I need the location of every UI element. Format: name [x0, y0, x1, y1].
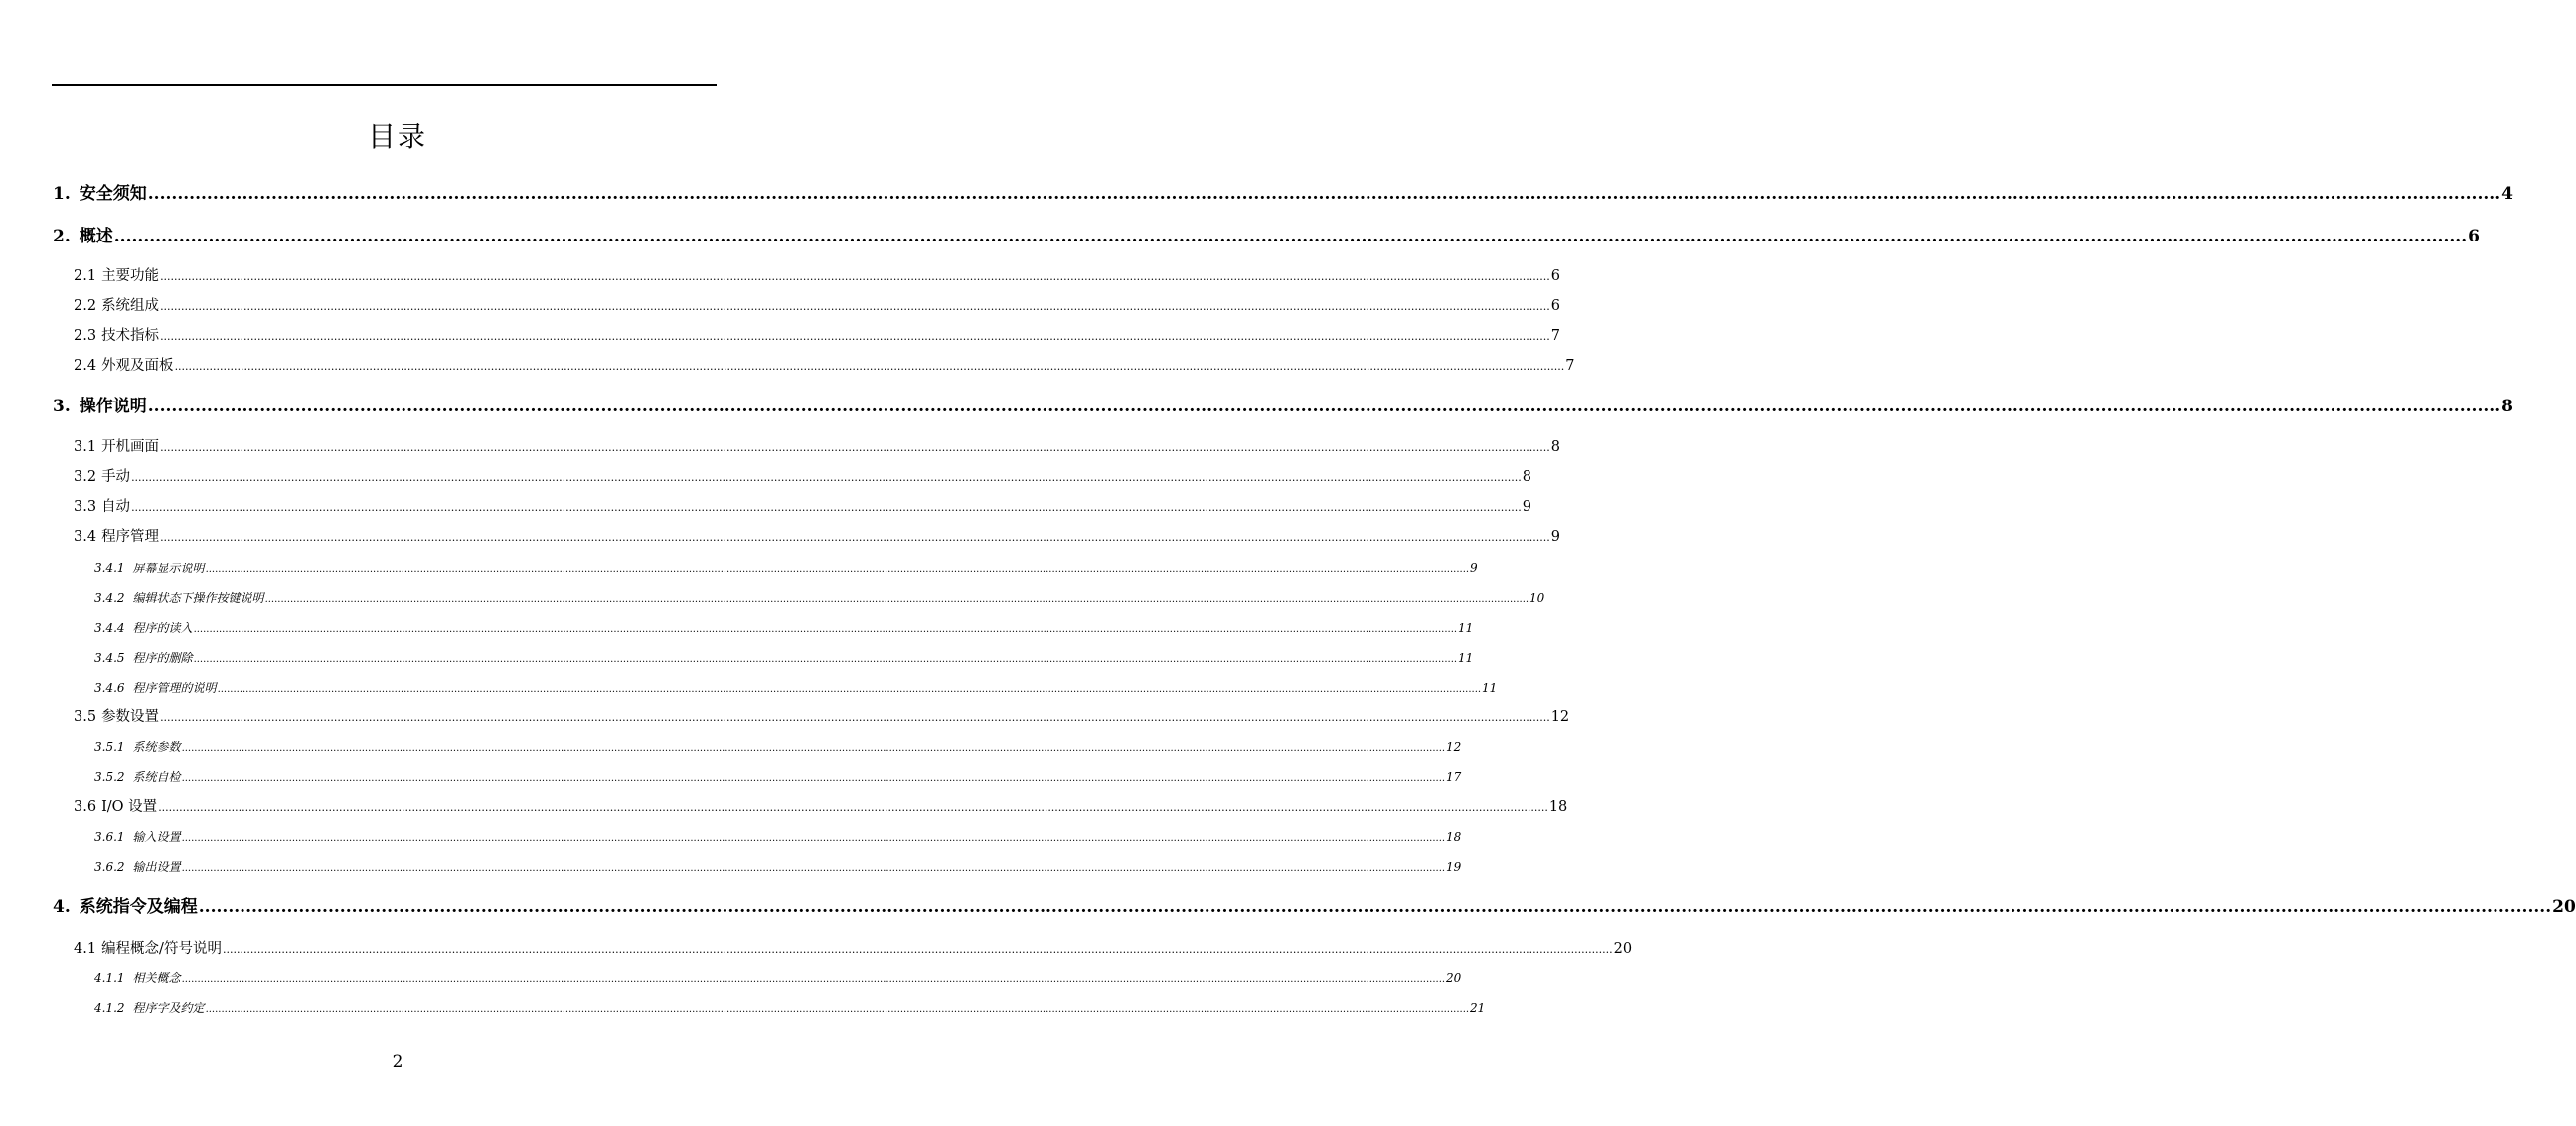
toc-entry-number: 3.4.4 — [94, 621, 125, 635]
toc-entry-page: 4 — [2501, 184, 2513, 204]
toc-dot-leader: ................................................................................................................................................................................................................................................................................................................................................................................................................ — [160, 531, 1550, 544]
toc-entry[interactable] — [74, 437, 1560, 458]
toc-entry-label: 相关概念 — [132, 971, 181, 985]
toc-entry-page: 10 — [1530, 591, 1545, 605]
toc-dot-leader: ................................................................................................................................................................................................................................................................................................................................................................................................................ — [160, 300, 1550, 313]
toc-entry[interactable] — [94, 768, 1462, 788]
toc-entry-number: 4.1.1 — [94, 971, 125, 985]
toc-entry-page: 6 — [1550, 268, 1560, 284]
toc-entry-number: 3.4.1 — [94, 562, 125, 575]
toc-entry-number: 3.4.5 — [94, 651, 125, 665]
toc-entry-page: 9 — [1550, 529, 1560, 545]
toc-entry[interactable] — [74, 797, 1568, 818]
toc-dot-leader: ................................................................................................................................................................................................................................................................................................................................................................................................................ — [131, 501, 1522, 514]
toc-entry-label: 外观及面板 — [101, 358, 174, 374]
toc-entry-label: 程序的读入 — [132, 621, 193, 635]
toc-entry[interactable] — [74, 266, 1560, 287]
toc-dot-leader: ................................................................................................................................................................................................................................................................................................................................................................................................................ — [158, 801, 1548, 814]
toc-entry-label: 程序管理 — [101, 529, 160, 545]
toc-entry-number: 2.3 — [74, 328, 97, 344]
toc-entry-label: 概述 — [79, 227, 113, 246]
toc-dot-leader: ................................................................................................................................................................................................................................................................................................................................................................................................................ — [131, 471, 1522, 484]
toc-entry-label: 自动 — [101, 499, 131, 515]
toc-entry[interactable] — [74, 467, 1531, 488]
toc-entry-number: 3.6.1 — [94, 830, 125, 844]
toc-entry-label: 系统自检 — [132, 770, 181, 784]
toc-entry-label: 技术指标 — [101, 328, 160, 344]
toc-dot-leader: ................................................................................................................................................................................................................................................................................................................................................................................................................ — [147, 184, 2501, 204]
toc-dot-leader: ................................................................................................................................................................................................................................................................................................................................................................................................................ — [181, 974, 1446, 985]
toc-entry-page: 8 — [2501, 397, 2513, 416]
toc-entry-page: 7 — [1565, 358, 1575, 374]
toc-entry-label: 程序字及约定 — [132, 1001, 205, 1015]
toc-dot-leader: ................................................................................................................................................................................................................................................................................................................................................................................................................ — [113, 227, 2468, 246]
toc-entry[interactable] — [94, 619, 1474, 639]
toc-entry[interactable] — [74, 296, 1560, 317]
toc-entry-page: 9 — [1522, 499, 1531, 515]
toc-entry[interactable] — [74, 527, 1560, 548]
toc-dot-leader: ................................................................................................................................................................................................................................................................................................................................................................................................................ — [205, 564, 1470, 575]
toc-dot-leader: ................................................................................................................................................................................................................................................................................................................................................................................................................ — [217, 684, 1482, 695]
toc-dot-leader: ................................................................................................................................................................................................................................................................................................................................................................................................................ — [181, 833, 1446, 844]
toc-dot-leader: ................................................................................................................................................................................................................................................................................................................................................................................................................ — [174, 360, 1565, 373]
toc-entry-number: 3.4.6 — [94, 681, 125, 695]
toc-entry-number: 3.1 — [74, 439, 97, 455]
toc-entry[interactable] — [74, 939, 1633, 960]
toc-dot-leader: ................................................................................................................................................................................................................................................................................................................................................................................................................ — [198, 897, 2552, 917]
toc-entry-number: 3. — [53, 397, 71, 416]
toc-dot-leader: ................................................................................................................................................................................................................................................................................................................................................................................................................ — [181, 773, 1446, 784]
toc-entry-label: 编程概念/符号说明 — [101, 941, 222, 957]
toc-entry-page: 11 — [1458, 651, 1474, 665]
toc-entry[interactable] — [94, 999, 1486, 1019]
toc-entry-label: 参数设置 — [101, 709, 160, 724]
toc-entry-number: 4.1 — [74, 941, 97, 957]
toc-entry-label: 开机画面 — [101, 439, 160, 455]
toc-entry-page: 20 — [1613, 941, 1633, 957]
toc-entry-label: 系统组成 — [101, 298, 160, 314]
toc-entry-page: 18 — [1548, 799, 1568, 815]
toc-dot-leader: ................................................................................................................................................................................................................................................................................................................................................................................................................ — [147, 397, 2501, 416]
toc-entry-page: 19 — [1446, 860, 1462, 874]
toc-dot-leader: ................................................................................................................................................................................................................................................................................................................................................................................................................ — [205, 1004, 1470, 1015]
toc-entry[interactable] — [94, 560, 1478, 579]
toc-entry-number: 3.5 — [74, 709, 97, 724]
toc-entry-number: 3.2 — [74, 469, 97, 485]
toc-entry-page: 21 — [1470, 1001, 1486, 1015]
toc-entry-label: 操作说明 — [79, 397, 147, 416]
toc-entry-label: 程序管理的说明 — [132, 681, 217, 695]
toc-dot-leader: ................................................................................................................................................................................................................................................................................................................................................................................................................ — [160, 270, 1550, 283]
toc-entry-number: 2.1 — [74, 268, 97, 284]
toc-entry-number: 2.2 — [74, 298, 97, 314]
toc-entry-label: 主要功能 — [101, 268, 160, 284]
toc-entry-page: 20 — [2552, 897, 2576, 917]
page-title: 目录 — [367, 120, 427, 153]
toc-entry-page: 8 — [1550, 439, 1560, 455]
toc-entry-page: 9 — [1470, 562, 1478, 575]
page-number: 2 — [392, 1052, 403, 1072]
toc-entry[interactable] — [94, 969, 1462, 989]
toc-entry-number: 3.4 — [74, 529, 97, 545]
toc-entry[interactable] — [94, 649, 1474, 669]
toc-entry[interactable] — [94, 828, 1462, 848]
toc-entry-page: 11 — [1458, 621, 1474, 635]
toc-entry-page: 8 — [1522, 469, 1531, 485]
toc-entry[interactable] — [53, 896, 2576, 918]
toc-dot-leader: ................................................................................................................................................................................................................................................................................................................................................................................................................ — [160, 441, 1550, 454]
toc-dot-leader: ................................................................................................................................................................................................................................................................................................................................................................................................................ — [181, 743, 1446, 754]
toc-entry-label: 系统指令及编程 — [79, 897, 198, 917]
toc-entry-page: 18 — [1446, 830, 1462, 844]
toc-entry-page: 11 — [1482, 681, 1498, 695]
toc-dot-leader: ................................................................................................................................................................................................................................................................................................................................................................................................................ — [264, 594, 1530, 605]
toc-entry-page: 17 — [1446, 770, 1462, 784]
toc-entry[interactable] — [94, 589, 1545, 609]
toc-entry-page: 20 — [1446, 971, 1462, 985]
toc-entry-label: 屏幕显示说明 — [132, 562, 205, 575]
toc-entry-page: 12 — [1550, 709, 1570, 724]
toc-entry-page: 7 — [1550, 328, 1560, 344]
toc-entry-number: 2. — [53, 227, 71, 246]
toc-entry-number: 4.1.2 — [94, 1001, 125, 1015]
toc-entry[interactable] — [94, 679, 1498, 699]
toc-entry-label: 输入设置 — [132, 830, 181, 844]
toc-entry-page: 12 — [1446, 740, 1462, 754]
toc-entry-number: 1. — [53, 184, 71, 204]
toc-entry-number: 3.6.2 — [94, 860, 125, 874]
toc-entry-number: 2.4 — [74, 358, 97, 374]
toc-entry-number: 3.4.2 — [94, 591, 125, 605]
toc-entry[interactable] — [74, 326, 1560, 347]
toc-entry-page: 6 — [1550, 298, 1560, 314]
toc-entry-number: 3.5.2 — [94, 770, 125, 784]
toc-entry-number: 4. — [53, 897, 71, 917]
toc-dot-leader: ................................................................................................................................................................................................................................................................................................................................................................................................................ — [222, 943, 1613, 956]
toc-entry-label: 输出设置 — [132, 860, 181, 874]
toc-entry-label: 安全须知 — [79, 184, 147, 204]
toc-dot-leader: ................................................................................................................................................................................................................................................................................................................................................................................................................ — [193, 654, 1458, 665]
toc-entry-label: 手动 — [101, 469, 131, 485]
toc-dot-leader: ................................................................................................................................................................................................................................................................................................................................................................................................................ — [160, 330, 1550, 343]
toc-entry-number: 3.5.1 — [94, 740, 125, 754]
toc-entry[interactable] — [53, 396, 2513, 417]
toc-entry[interactable] — [74, 707, 1570, 727]
toc-entry-page: 6 — [2468, 227, 2480, 246]
toc-entry[interactable] — [94, 738, 1462, 758]
toc-entry[interactable] — [53, 183, 2513, 205]
toc-entry[interactable] — [53, 226, 2480, 247]
toc-dot-leader: ................................................................................................................................................................................................................................................................................................................................................................................................................ — [160, 711, 1550, 724]
toc-entry-label: 编辑状态下操作按键说明 — [132, 591, 264, 605]
toc-entry-number: 3.3 — [74, 499, 97, 515]
toc-entry[interactable] — [74, 497, 1531, 518]
toc-entry-number: 3.6 — [74, 799, 97, 815]
toc-entry-label: I/O 设置 — [101, 799, 158, 815]
toc-dot-leader: ................................................................................................................................................................................................................................................................................................................................................................................................................ — [181, 863, 1446, 874]
toc-dot-leader: ................................................................................................................................................................................................................................................................................................................................................................................................................ — [193, 624, 1458, 635]
toc-entry[interactable] — [74, 356, 1575, 377]
toc-entry-label: 系统参数 — [132, 740, 181, 754]
toc-entry-label: 程序的删除 — [132, 651, 193, 665]
toc-entry[interactable] — [94, 858, 1462, 878]
